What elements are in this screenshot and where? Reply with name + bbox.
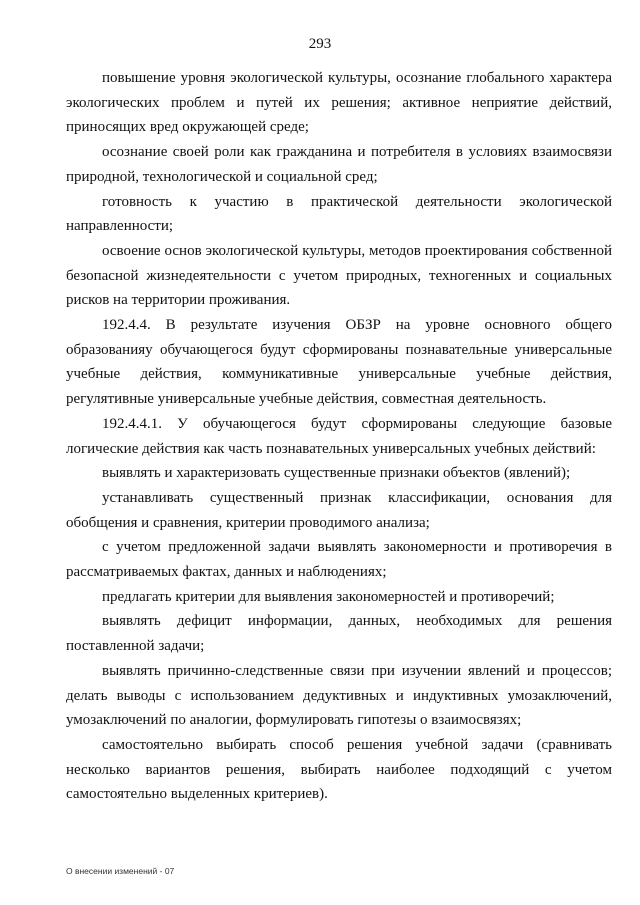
- paragraph: выявлять и характеризовать существенные признаки объектов (явлений);: [102, 465, 571, 482]
- paragraph: повышение уровня экологической культуры, осознание глобального характера экологических проблем и путей их решения; активное неприятие действий, приносящих вред окружающей среде;: [66, 70, 612, 136]
- paragraph: выявлять причинно-следственные связи при изучении явлений и процессов; делать выводы с использованием дедуктивных и индуктивных умозаключений, умозаключений по аналогии, формулировать гипотезы о взаимосвязях;: [66, 662, 612, 729]
- paragraph: устанавливать существенный признак классификации, основания для обобщения и сравнения, критерии проводимого анализа;: [66, 489, 612, 531]
- paragraph: самостоятельно выбирать способ решения учебной задачи (сравнивать несколько вариантов решения, выбирать наиболее подходящий с учетом самостоятельно выделенных критериев).: [66, 736, 612, 803]
- paragraph: предлагать критерии для выявления закономерностей и противоречий;: [102, 588, 555, 605]
- paragraph: 192.4.4. В результате изучения ОБЗР на уровне основного общего образованияу обучающегося будут сформированы познавательные универсальные учебные действия, коммуникативные универсальные учебные действия, регулятивные универсальные учебные действия, совместная деятельность.: [66, 317, 612, 408]
- paragraph: с учетом предложенной задачи выявлять закономерности и противоречия в рассматриваемых фактах, данных и наблюдениях;: [66, 539, 612, 581]
- footer-note: О внесении изменений - 07: [66, 866, 175, 876]
- paragraph: осознание своей роли как гражданина и потребителя в условиях взаимосвязи природной, технологической и социальной сред;: [66, 144, 612, 185]
- paragraph: готовность к участию в практической деятельности экологической направленности;: [66, 193, 612, 235]
- paragraph: 192.4.4.1. У обучающегося будут сформированы следующие базовые логические действия как часть познавательных универсальных учебных действий:: [66, 415, 612, 457]
- page-number: 293: [308, 36, 332, 52]
- paragraph: выявлять дефицит информации, данных, необходимых для решения поставленной задачи;: [66, 613, 612, 655]
- document-body: [66, 66, 612, 807]
- paragraph: освоение основ экологической культуры, методов проектирования собственной безопасной жизнедеятельности с учетом природных, техногенных и социальных рисков на территории проживания.: [66, 242, 612, 309]
